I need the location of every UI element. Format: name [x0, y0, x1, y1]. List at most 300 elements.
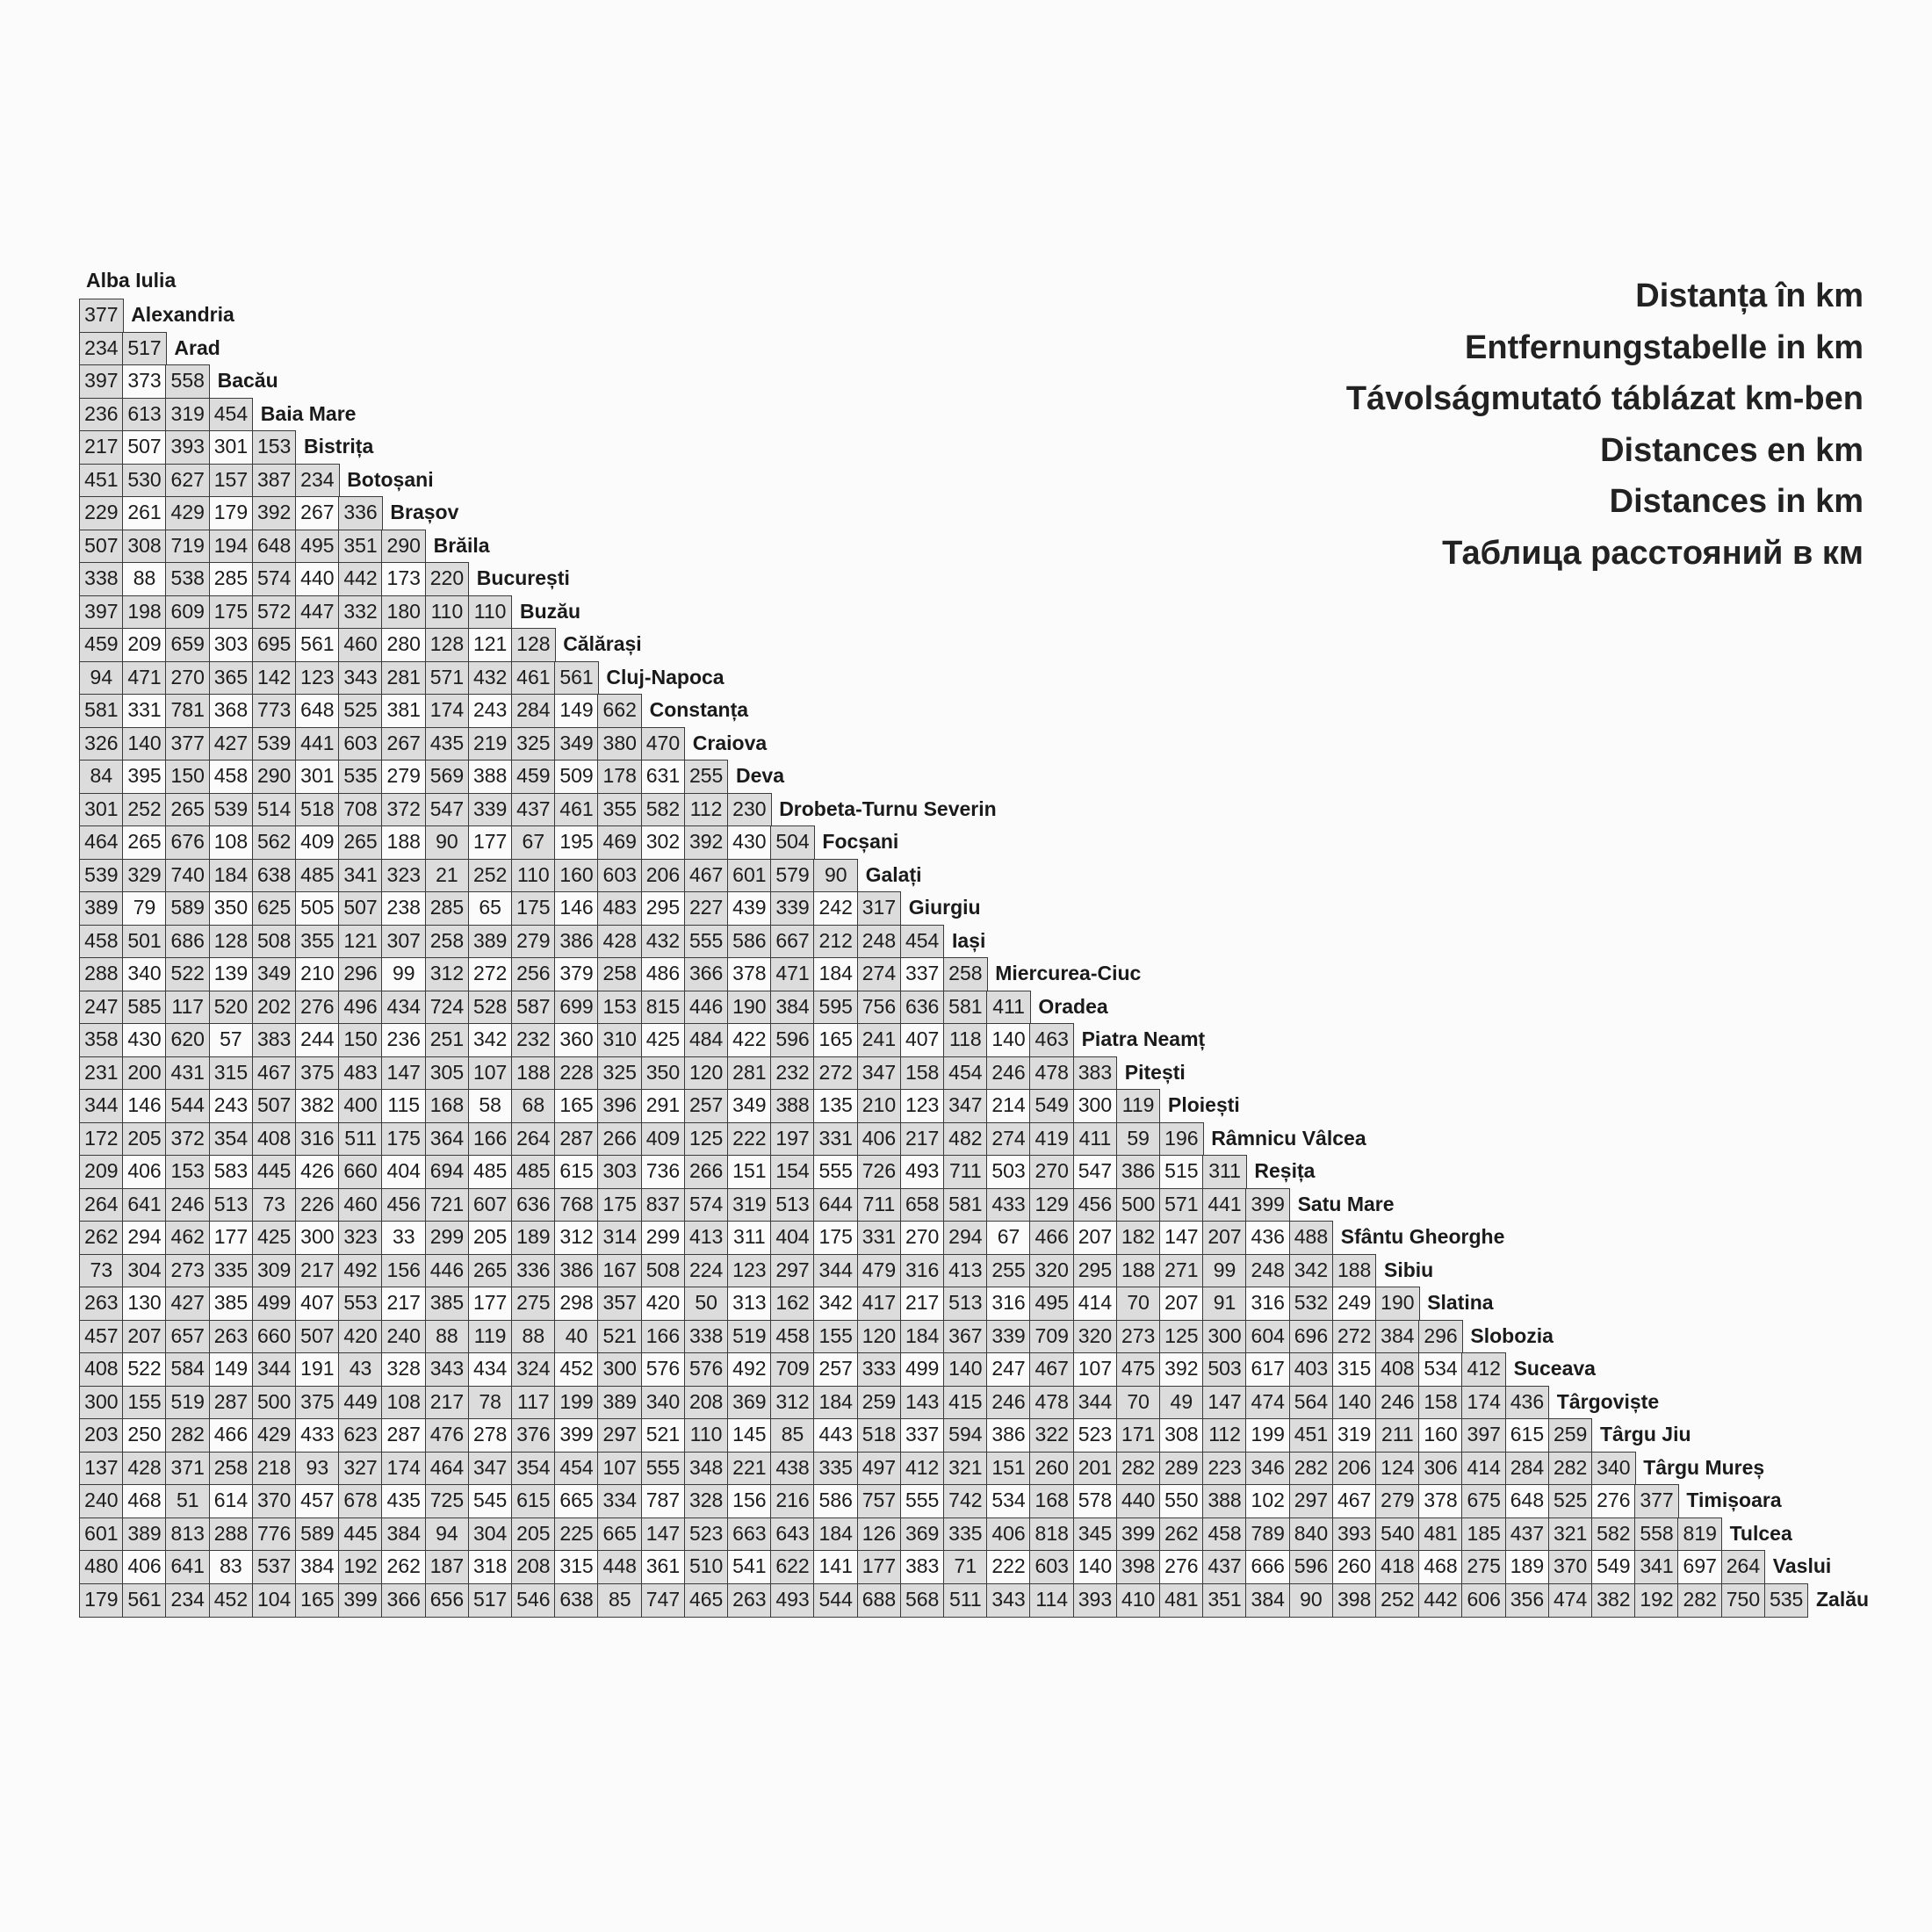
distance-cell: 425 [252, 1221, 297, 1255]
distance-cell: 441 [295, 727, 340, 761]
distance-cell: 305 [425, 1056, 470, 1091]
distance-cell: 192 [338, 1550, 383, 1584]
distance-cell: 413 [684, 1221, 729, 1255]
distance-cell: 467 [684, 859, 729, 893]
distance-cell: 341 [1634, 1550, 1679, 1584]
distance-cell: 299 [641, 1221, 686, 1255]
distance-cell: 358 [79, 1023, 124, 1057]
distance-cell: 422 [727, 1023, 772, 1057]
distance-cell: 497 [857, 1452, 902, 1486]
distance-cell: 347 [857, 1056, 902, 1091]
distance-cell: 270 [900, 1221, 945, 1255]
distance-cell: 436 [1245, 1221, 1290, 1255]
distance-cell: 378 [727, 957, 772, 991]
distance-cell: 261 [122, 496, 167, 530]
distance-cell: 217 [381, 1287, 426, 1321]
distance-cell: 255 [684, 760, 729, 794]
distance-cell: 663 [727, 1517, 772, 1552]
distance-cell: 380 [597, 727, 642, 761]
distance-cell: 389 [468, 925, 513, 959]
distance-cell: 623 [338, 1418, 383, 1453]
distance-cell: 461 [554, 793, 599, 827]
distance-cell: 153 [597, 991, 642, 1025]
distance-cell: 406 [986, 1517, 1031, 1552]
distance-cell: 175 [209, 595, 254, 630]
distance-cell: 294 [943, 1221, 988, 1255]
distance-cell: 419 [1029, 1122, 1074, 1157]
city-label: Arad [174, 335, 220, 359]
distance-cell: 382 [1591, 1583, 1636, 1618]
distance-cell: 641 [122, 1188, 167, 1222]
distance-cell: 507 [252, 1089, 297, 1123]
title-russian: Таблица расстояний в км [1442, 534, 1864, 572]
distance-cell: 147 [381, 1056, 426, 1091]
distance-cell: 485 [511, 1155, 556, 1189]
distance-cell: 252 [1375, 1583, 1420, 1618]
distance-cell: 440 [295, 562, 340, 596]
distance-cell: 376 [511, 1418, 556, 1453]
distance-cell: 757 [857, 1484, 902, 1518]
distance-cell: 550 [1159, 1484, 1204, 1518]
distance-cell: 112 [1202, 1418, 1247, 1453]
distance-cell: 485 [468, 1155, 513, 1189]
distance-cell: 140 [986, 1023, 1031, 1057]
distance-cell: 407 [900, 1023, 945, 1057]
distance-cell: 208 [511, 1550, 556, 1584]
distance-cell: 495 [295, 530, 340, 564]
distance-cell: 178 [597, 760, 642, 794]
distance-cell: 388 [468, 760, 513, 794]
distance-cell: 218 [252, 1452, 297, 1486]
distance-cell: 143 [900, 1386, 945, 1420]
distance-cell: 255 [986, 1254, 1031, 1288]
distance-cell: 49 [1159, 1386, 1204, 1420]
distance-cell: 121 [468, 628, 513, 662]
distance-cell: 471 [122, 661, 167, 696]
distance-cell: 837 [641, 1188, 686, 1222]
distance-cell: 740 [165, 859, 210, 893]
distance-cell: 110 [425, 595, 470, 630]
distance-cell: 595 [813, 991, 858, 1025]
distance-cell: 454 [900, 925, 945, 959]
distance-cell: 688 [857, 1583, 902, 1618]
distance-cell: 102 [1245, 1484, 1290, 1518]
distance-cell: 589 [295, 1517, 340, 1552]
distance-cell: 569 [425, 760, 470, 794]
distance-cell: 562 [252, 825, 297, 860]
distance-cell: 128 [511, 628, 556, 662]
distance-cell: 264 [79, 1188, 124, 1222]
distance-cell: 433 [295, 1418, 340, 1453]
distance-cell: 236 [381, 1023, 426, 1057]
city-label: Iași [952, 928, 986, 952]
distance-cell: 709 [1029, 1320, 1074, 1354]
city-label: Constanța [649, 698, 749, 721]
distance-cell: 468 [1418, 1550, 1463, 1584]
distance-cell: 155 [122, 1386, 167, 1420]
distance-cell: 300 [1073, 1089, 1118, 1123]
distance-cell: 158 [1418, 1386, 1463, 1420]
distance-cell: 736 [641, 1155, 686, 1189]
distance-cell: 67 [511, 825, 556, 860]
distance-cell: 295 [641, 891, 686, 926]
distance-cell: 603 [597, 859, 642, 893]
distance-cell: 518 [857, 1418, 902, 1453]
distance-cell: 458 [1202, 1517, 1247, 1552]
distance-cell: 246 [986, 1386, 1031, 1420]
distance-cell: 579 [770, 859, 815, 893]
distance-cell: 335 [813, 1452, 858, 1486]
distance-cell: 648 [295, 694, 340, 728]
distance-cell: 397 [79, 595, 124, 630]
distance-cell: 523 [1073, 1418, 1118, 1453]
distance-cell: 581 [79, 694, 124, 728]
distance-cell: 438 [770, 1452, 815, 1486]
distance-cell: 337 [900, 1418, 945, 1453]
distance-cell: 465 [684, 1583, 729, 1618]
distance-cell: 386 [986, 1418, 1031, 1453]
distance-cell: 94 [79, 661, 124, 696]
distance-cell: 478 [1029, 1386, 1074, 1420]
distance-cell: 404 [381, 1155, 426, 1189]
distance-cell: 411 [986, 991, 1031, 1025]
distance-cell: 326 [79, 727, 124, 761]
distance-cell: 467 [252, 1056, 297, 1091]
distance-cell: 446 [684, 991, 729, 1025]
distance-cell: 474 [1245, 1386, 1290, 1420]
distance-cell: 725 [425, 1484, 470, 1518]
distance-cell: 93 [295, 1452, 340, 1486]
distance-cell: 375 [295, 1386, 340, 1420]
distance-cell: 414 [1461, 1452, 1506, 1486]
distance-cell: 128 [425, 628, 470, 662]
distance-cell: 312 [770, 1386, 815, 1420]
distance-cell: 191 [295, 1352, 340, 1387]
distance-cell: 462 [165, 1221, 210, 1255]
distance-cell: 231 [79, 1056, 124, 1091]
distance-cell: 119 [468, 1320, 513, 1354]
distance-cell: 461 [511, 661, 556, 696]
distance-cell: 328 [684, 1484, 729, 1518]
city-label: Brăila [433, 533, 490, 557]
title-german: Entfernungstabelle in km [1465, 328, 1864, 366]
distance-cell: 463 [1029, 1023, 1074, 1057]
distance-cell: 90 [1289, 1583, 1334, 1618]
distance-cell: 603 [1029, 1550, 1074, 1584]
distance-cell: 172 [79, 1122, 124, 1157]
distance-cell: 521 [641, 1418, 686, 1453]
distance-cell: 501 [122, 925, 167, 959]
distance-cell: 638 [252, 859, 297, 893]
distance-cell: 266 [597, 1122, 642, 1157]
distance-cell: 157 [209, 464, 254, 498]
distance-cell: 434 [381, 991, 426, 1025]
distance-cell: 407 [295, 1287, 340, 1321]
distance-cell: 300 [1202, 1320, 1247, 1354]
distance-cell: 230 [727, 793, 772, 827]
distance-cell: 343 [425, 1352, 470, 1387]
distance-cell: 606 [1461, 1583, 1506, 1618]
distance-cell: 403 [1289, 1352, 1334, 1387]
distance-cell: 322 [1029, 1418, 1074, 1453]
distance-cell: 412 [1461, 1352, 1506, 1387]
distance-cell: 123 [295, 661, 340, 696]
distance-cell: 666 [1245, 1550, 1290, 1584]
distance-cell: 555 [641, 1452, 686, 1486]
distance-cell: 339 [468, 793, 513, 827]
distance-cell: 250 [122, 1418, 167, 1453]
distance-cell: 251 [425, 1023, 470, 1057]
distance-cell: 574 [252, 562, 297, 596]
distance-cell: 429 [252, 1418, 297, 1453]
distance-cell: 129 [1029, 1188, 1074, 1222]
distance-cell: 561 [122, 1583, 167, 1618]
distance-cell: 622 [770, 1550, 815, 1584]
distance-cell: 201 [1073, 1452, 1118, 1486]
distance-cell: 555 [684, 925, 729, 959]
distance-cell: 384 [1375, 1320, 1420, 1354]
distance-cell: 349 [727, 1089, 772, 1123]
distance-cell: 222 [727, 1122, 772, 1157]
distance-cell: 308 [1159, 1418, 1204, 1453]
distance-cell: 175 [511, 891, 556, 926]
distance-cell: 697 [1677, 1550, 1722, 1584]
distance-cell: 332 [338, 595, 383, 630]
distance-cell: 256 [511, 957, 556, 991]
distance-cell: 558 [165, 364, 210, 399]
distance-cell: 321 [943, 1452, 988, 1486]
distance-cell: 160 [554, 859, 599, 893]
distance-cell: 248 [1245, 1254, 1290, 1288]
distance-cell: 535 [1764, 1583, 1809, 1618]
city-label: Sfântu Gheorghe [1340, 1225, 1505, 1248]
distance-cell: 229 [79, 496, 124, 530]
distance-cell: 276 [1159, 1550, 1204, 1584]
distance-cell: 246 [986, 1056, 1031, 1091]
distance-cell: 815 [641, 991, 686, 1025]
distance-cell: 314 [597, 1221, 642, 1255]
distance-cell: 539 [209, 793, 254, 827]
distance-cell: 278 [468, 1418, 513, 1453]
distance-cell: 234 [165, 1583, 210, 1618]
distance-cell: 225 [554, 1517, 599, 1552]
distance-cell: 316 [295, 1122, 340, 1157]
distance-cell: 398 [1332, 1583, 1377, 1618]
distance-cell: 369 [727, 1386, 772, 1420]
distance-cell: 350 [209, 891, 254, 926]
distance-cell: 252 [468, 859, 513, 893]
distance-cell: 304 [122, 1254, 167, 1288]
city-label: Bacău [217, 369, 278, 392]
city-label: Suceava [1513, 1357, 1596, 1380]
distance-cell: 787 [641, 1484, 686, 1518]
distance-cell: 338 [79, 562, 124, 596]
distance-cell: 443 [813, 1418, 858, 1453]
distance-cell: 558 [1634, 1517, 1679, 1552]
distance-cell: 156 [381, 1254, 426, 1288]
distance-cell: 195 [554, 825, 599, 860]
distance-cell: 276 [1591, 1484, 1636, 1518]
distance-cell: 544 [813, 1583, 858, 1618]
distance-cell: 177 [468, 1287, 513, 1321]
distance-cell: 392 [252, 496, 297, 530]
distance-cell: 344 [79, 1089, 124, 1123]
distance-cell: 429 [165, 496, 210, 530]
distance-cell: 335 [943, 1517, 988, 1552]
distance-cell: 107 [1073, 1352, 1118, 1387]
distance-cell: 460 [338, 628, 383, 662]
distance-cell: 694 [425, 1155, 470, 1189]
distance-cell: 513 [943, 1287, 988, 1321]
distance-cell: 584 [165, 1352, 210, 1387]
distance-cell: 115 [381, 1089, 426, 1123]
distance-cell: 168 [425, 1089, 470, 1123]
distance-cell: 813 [165, 1517, 210, 1552]
distance-cell: 182 [1116, 1221, 1161, 1255]
distance-cell: 318 [468, 1550, 513, 1584]
distance-cell: 408 [1375, 1352, 1420, 1387]
distance-cell: 357 [597, 1287, 642, 1321]
distance-cell: 165 [813, 1023, 858, 1057]
distance-cell: 525 [338, 694, 383, 728]
distance-cell: 360 [554, 1023, 599, 1057]
distance-cell: 388 [1202, 1484, 1247, 1518]
distance-cell: 151 [986, 1452, 1031, 1486]
distance-cell: 576 [641, 1352, 686, 1387]
distance-cell: 493 [900, 1155, 945, 1189]
distance-cell: 397 [1461, 1418, 1506, 1453]
distance-cell: 296 [1418, 1320, 1463, 1354]
distance-cell: 659 [165, 628, 210, 662]
distance-cell: 126 [857, 1517, 902, 1552]
city-label: Oradea [1038, 994, 1108, 1018]
distance-cell: 279 [1375, 1484, 1420, 1518]
distance-cell: 160 [1418, 1418, 1463, 1453]
distance-cell: 445 [252, 1155, 297, 1189]
distance-cell: 210 [295, 957, 340, 991]
city-label: Buzău [520, 599, 580, 623]
distance-cell: 503 [986, 1155, 1031, 1189]
distance-cell: 166 [641, 1320, 686, 1354]
distance-cell: 248 [857, 925, 902, 959]
distance-cell: 240 [79, 1484, 124, 1518]
distance-cell: 532 [1289, 1287, 1334, 1321]
distance-cell: 325 [511, 727, 556, 761]
distance-cell: 686 [165, 925, 210, 959]
distance-cell: 451 [1289, 1418, 1334, 1453]
city-label: Botoșani [347, 467, 434, 491]
distance-cell: 604 [1245, 1320, 1290, 1354]
distance-cell: 270 [1029, 1155, 1074, 1189]
distance-cell: 389 [79, 891, 124, 926]
distance-cell: 59 [1116, 1122, 1161, 1157]
distance-cell: 272 [1332, 1320, 1377, 1354]
distance-cell: 615 [554, 1155, 599, 1189]
distance-cell: 85 [597, 1583, 642, 1618]
distance-cell: 154 [770, 1155, 815, 1189]
distance-cell: 395 [122, 760, 167, 794]
distance-cell: 711 [943, 1155, 988, 1189]
distance-cell: 383 [900, 1550, 945, 1584]
distance-cell: 607 [468, 1188, 513, 1222]
distance-cell: 432 [468, 661, 513, 696]
distance-cell: 73 [252, 1188, 297, 1222]
distance-cell: 409 [641, 1122, 686, 1157]
distance-cell: 185 [1461, 1517, 1506, 1552]
distance-cell: 175 [597, 1188, 642, 1222]
distance-cell: 205 [511, 1517, 556, 1552]
distance-cell: 238 [381, 891, 426, 926]
distance-cell: 117 [165, 991, 210, 1025]
distance-cell: 539 [252, 727, 297, 761]
distance-cell: 504 [770, 825, 815, 860]
distance-cell: 208 [684, 1386, 729, 1420]
distance-cell: 130 [122, 1287, 167, 1321]
distance-cell: 73 [79, 1254, 124, 1288]
distance-cell: 153 [252, 430, 297, 465]
distance-cell: 217 [79, 430, 124, 465]
distance-cell: 427 [165, 1287, 210, 1321]
distance-cell: 386 [1116, 1155, 1161, 1189]
distance-cell: 431 [165, 1056, 210, 1091]
distance-cell: 545 [468, 1484, 513, 1518]
distance-cell: 361 [641, 1550, 686, 1584]
distance-cell: 696 [1289, 1320, 1334, 1354]
distance-cell: 345 [1073, 1517, 1118, 1552]
distance-cell: 197 [770, 1122, 815, 1157]
distance-cell: 177 [857, 1550, 902, 1584]
title-hungarian: Távolságmutató táblázat km-ben [1345, 380, 1864, 417]
distance-cell: 644 [813, 1188, 858, 1222]
distance-cell: 249 [1332, 1287, 1377, 1321]
distance-cell: 446 [425, 1254, 470, 1288]
distance-cell: 320 [1073, 1320, 1118, 1354]
distance-cell: 549 [1591, 1550, 1636, 1584]
distance-cell: 454 [554, 1452, 599, 1486]
distance-cell: 454 [943, 1056, 988, 1091]
distance-cell: 399 [554, 1418, 599, 1453]
distance-cell: 173 [381, 562, 426, 596]
distance-cell: 175 [813, 1221, 858, 1255]
distance-cell: 614 [209, 1484, 254, 1518]
distance-cell: 366 [684, 957, 729, 991]
distance-cell: 420 [641, 1287, 686, 1321]
distance-cell: 773 [252, 694, 297, 728]
distance-cell: 216 [770, 1484, 815, 1518]
distance-cell: 128 [209, 925, 254, 959]
distance-cell: 303 [209, 628, 254, 662]
distance-cell: 384 [381, 1517, 426, 1552]
distance-cell: 724 [425, 991, 470, 1025]
distance-cell: 525 [1548, 1484, 1593, 1518]
distance-cell: 660 [252, 1320, 297, 1354]
distance-cell: 117 [511, 1386, 556, 1420]
distance-cell: 411 [1073, 1122, 1118, 1157]
distance-cell: 140 [1332, 1386, 1377, 1420]
distance-cell: 120 [857, 1320, 902, 1354]
distance-cell: 486 [641, 957, 686, 991]
distance-cell: 430 [122, 1023, 167, 1057]
distance-cell: 107 [597, 1452, 642, 1486]
distance-cell: 695 [252, 628, 297, 662]
distance-cell: 356 [1505, 1583, 1550, 1618]
distance-cell: 448 [597, 1550, 642, 1584]
city-label: Zalău [1816, 1587, 1870, 1611]
distance-cell: 315 [1332, 1352, 1377, 1387]
distance-cell: 819 [1677, 1517, 1722, 1552]
distance-cell: 678 [338, 1484, 383, 1518]
distance-cell: 323 [381, 859, 426, 893]
